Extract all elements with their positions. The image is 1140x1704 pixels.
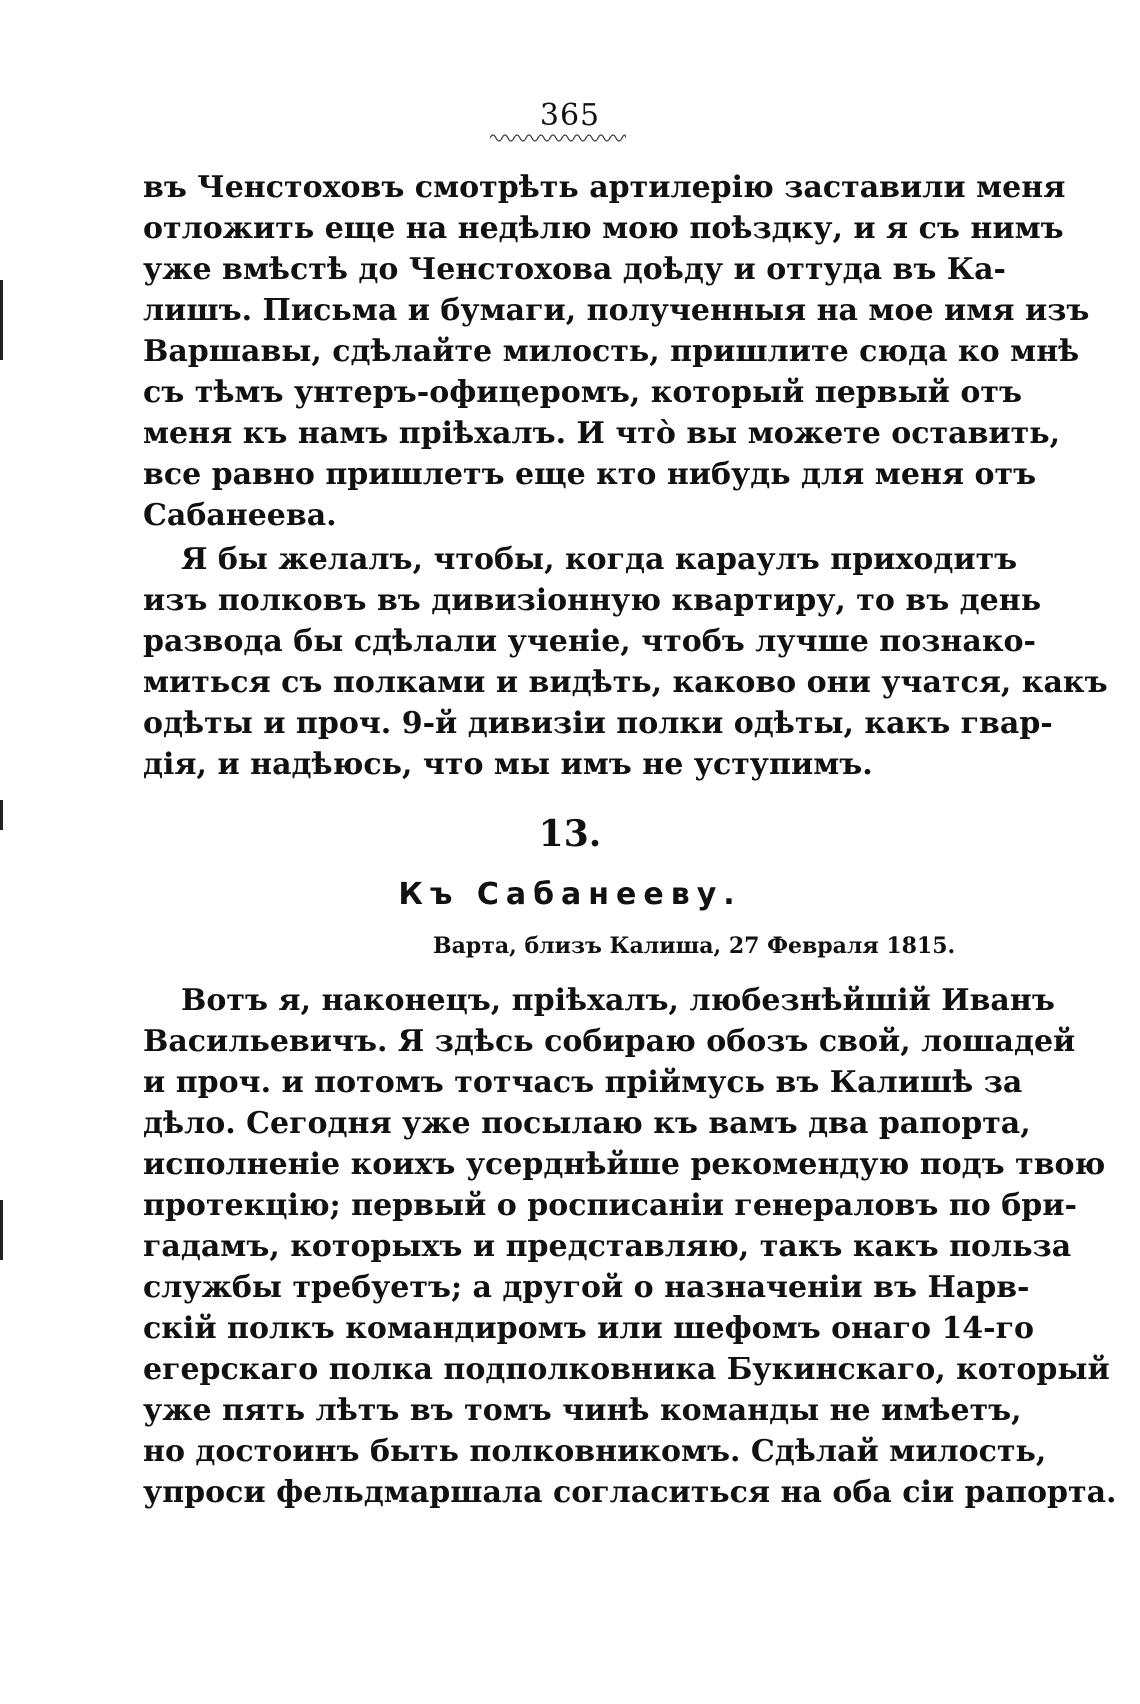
text-line: и проч. и потомъ тотчасъ пріймусь въ Калишѣ за — [143, 1065, 1023, 1100]
text-line: упроси фельдмаршала согласиться на оба сіи рапорта. — [143, 1475, 1117, 1510]
text-line: службы требуетъ; а другой о назначеніи въ Нарв- — [143, 1270, 1030, 1305]
text-line: дія, и надѣюсь, что мы имъ не уступимъ. — [143, 747, 873, 782]
text-line: изъ полковъ въ дивизіонную квартиру, то въ день — [143, 583, 1042, 618]
page-number: 365 — [539, 98, 601, 133]
text-line: но достоинъ быть полковникомъ. Сдѣлай милость, — [143, 1434, 1047, 1469]
text-line: меня къ намъ пріѣхалъ. И что̀ вы можете оставить, — [143, 416, 1061, 451]
paragraph — [143, 539, 1108, 785]
text-line: все равно пришлетъ еще кто нибудь для меня отъ — [143, 457, 1037, 492]
text-line: Вотъ я, наконецъ, пріѣхалъ, любезнѣйшій Иванъ — [181, 983, 1055, 1018]
text-line: миться съ полками и видѣть, каково они учатся, какъ — [143, 665, 1108, 700]
text-line: одѣты и проч. 9-й дивизіи полки одѣты, какъ гвар- — [143, 706, 1053, 741]
letter-body — [143, 980, 1117, 1513]
text-line: исполненіе коихъ усерднѣйше рекомендую подъ твою — [143, 1147, 1106, 1182]
text-line: Сабанеева. — [143, 498, 337, 533]
text-line: гадамъ, которыхъ и представляю, такъ какъ польза — [143, 1229, 1072, 1264]
paragraph-continuation — [143, 167, 1090, 536]
text-line: въ Ченстоховъ смотрѣть артилерію заставили меня — [143, 170, 1066, 205]
text-line: скій полкъ командиромъ или шефомъ онаго 14-го — [143, 1311, 1034, 1346]
text-line: протекцію; первый о росписаніи генераловъ по бри- — [143, 1188, 1077, 1223]
margin-mark — [0, 1200, 3, 1260]
letter-dateline: Варта, близъ Калиша, 27 Февраля 1815. — [433, 933, 956, 959]
text-line: лишъ. Письма и бумаги, полученныя на мое имя изъ — [143, 293, 1090, 328]
text-line: уже пять лѣтъ въ томъ чинѣ команды не имѣетъ, — [143, 1393, 1022, 1428]
text-line: Васильевичъ. Я здѣсь собираю обозъ свой, лошадей — [143, 1024, 1076, 1059]
letter-number: 13. — [538, 813, 602, 855]
text-line: Я бы желалъ, чтобы, когда караулъ приходитъ — [181, 542, 1018, 577]
text-line: Варшавы, сдѣлайте милость, пришлите сюда ко мнѣ — [143, 334, 1080, 369]
letter-heading: Къ Сабанееву. — [398, 877, 742, 912]
text-line: развода бы сдѣлали ученіе, чтобъ лучше познако- — [143, 624, 1036, 659]
text-line: уже вмѣстѣ до Ченстохова доѣду и оттуда въ Ка- — [143, 252, 1006, 287]
text-line: егерскаго полка подполковника Букинскаго, который — [143, 1352, 1110, 1387]
text-line: дѣло. Сегодня уже посылаю къ вамъ два рапорта, — [143, 1106, 1031, 1141]
text-line: съ тѣмъ унтеръ-офицеромъ, который первый отъ — [143, 375, 1022, 410]
margin-mark — [0, 280, 3, 360]
ornament-divider — [490, 130, 626, 142]
text-line: отложить еще на недѣлю мою поѣздку, и я съ нимъ — [143, 211, 1064, 246]
